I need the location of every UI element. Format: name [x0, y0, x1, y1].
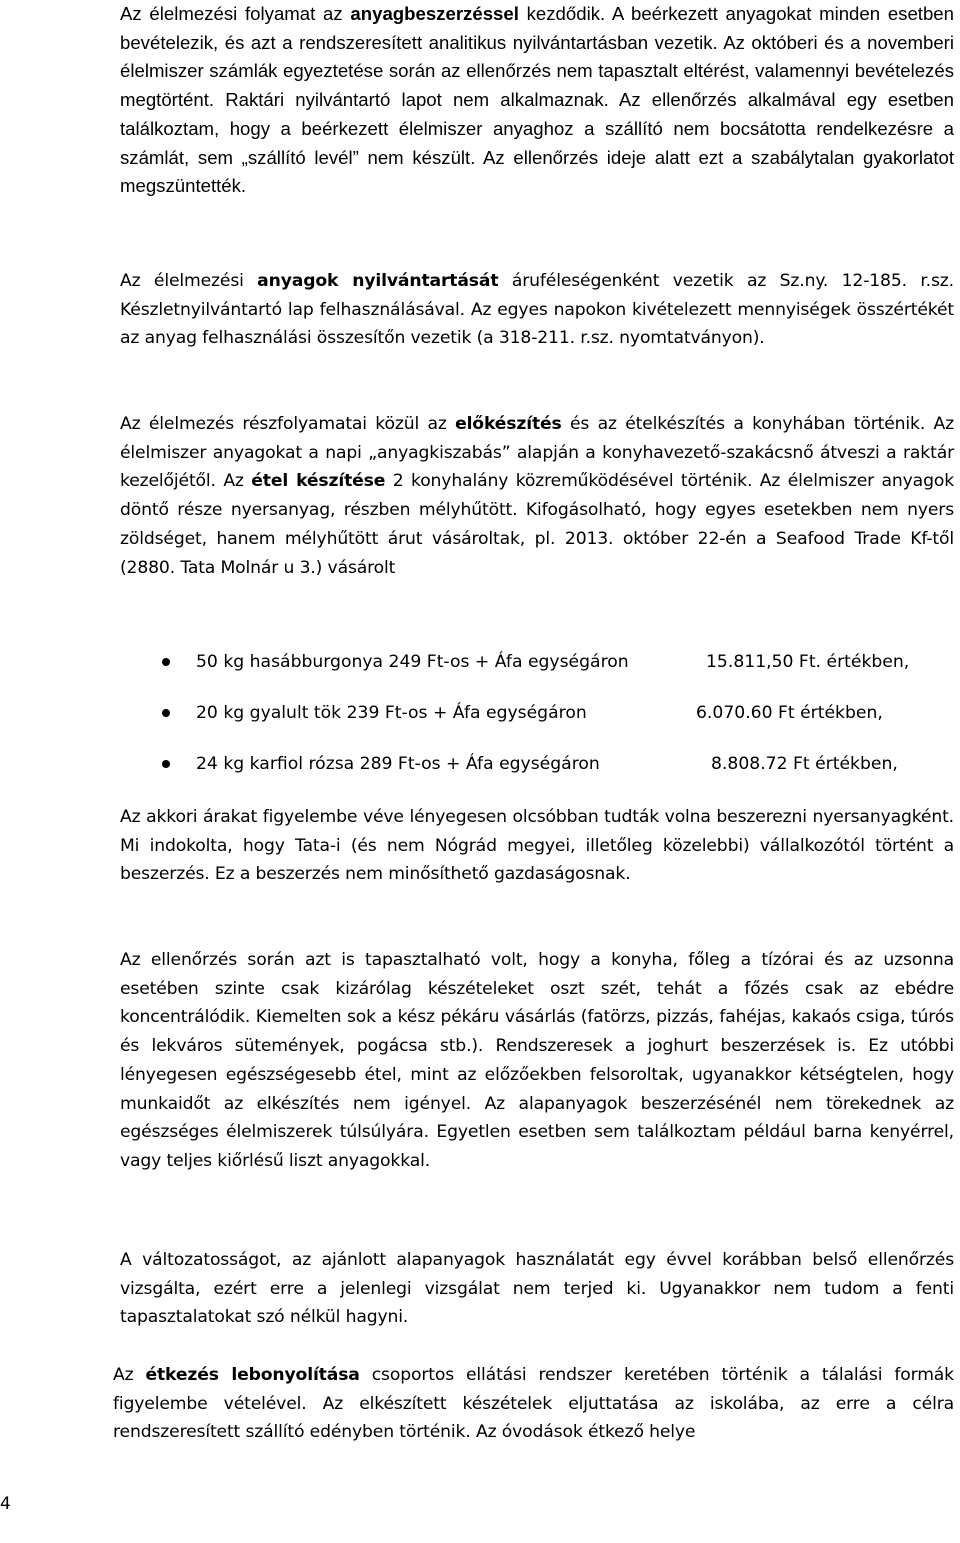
paragraph-procurement	[120, 0, 954, 201]
bullet-icon	[162, 709, 170, 717]
paragraph-variety: A változatosságot, az ajánlott alapanyagok használatát egy évvel korábban belső ellenőrzés vizsgálta, ezért erre a jelenlegi vizsgálat nem terjed ki. Ugyanakkor nem tudom a fenti tapasztalatokat szó nélkül hagyni.	[120, 1250, 954, 1328]
paragraph-meal-service	[113, 1361, 954, 1447]
purchase-list	[120, 648, 954, 801]
text-span: csoportos ellátási rendszer keretében történik a tálalási formák figyelembe vételével. Az elkészített készételek eljuttatása az iskolába, az erre a célra rendszeresített szállító edényben történik. Az óvodások étkező helye	[113, 1365, 954, 1443]
bullet-icon	[162, 760, 170, 768]
text-span: Az élelmezési	[120, 271, 258, 291]
text-span: kezdődik. A beérkezett anyagokat minden esetben bevételezik, és azt a rendszeresített analitikus nyilvántartásban vezetik. Az októberi és a novemberi élelmiszer számlák egyeztetése során az ellenőrzés nem tapasztalt eltérést, valamennyi bevételezés megtörtént. Raktári nyilvántartó lapot nem alkalmaznak. Az ellenőrzés alkalmával egy esetben találkoztam, hogy a beérkezett élelmiszer anyaghoz a szállító nem bocsátotta rendelkezésre a számlát, sem „szállító levél” nem készült. Az ellenőrzés ideje alatt ezt a szabálytalan gyakorlatot megszüntették.	[120, 3, 954, 197]
list-item	[120, 699, 954, 750]
bold-term: étkezés lebonyolítása	[145, 1365, 360, 1385]
purchase-amount: 6.070.60 Ft értékben,	[696, 703, 883, 723]
bold-term: anyagok nyilvántartását	[257, 271, 499, 291]
text-span: és az ételkészítés a konyhában történik. Az élelmiszer anyagokat a napi „anyagkiszabás” alapján a konyhavezető-szakácsnő átveszi a raktár kezelőjétől. Az	[120, 414, 954, 492]
text-span: Az	[113, 1365, 146, 1385]
text-span: 2 konyhalány közreműködésével történik. Az élelmiszer anyagok döntő része nyersanyag, részben mélyhűtött. Kifogásolható, hogy egyes esetekben nem nyers zöldséget, hanem mélyhűtött árut vásároltak, pl. 2013. október 22-én a Seafood Trade Kf-től (2880. Tata Molnár u 3.) vásárolt	[120, 471, 954, 578]
paragraph-prices: Az akkori árakat figyelembe véve lényegesen olcsóbban tudták volna beszerezni nyersanyagként. Mi indokolta, hogy Tata-i (és nem Nógrád megyei, illetőleg közelebbi) vállalkozótól történt a beszerzés. Ez a beszerzés nem minősíthető gazdaságosnak.	[120, 807, 954, 885]
bold-term: anyagbeszerzéssel	[350, 3, 519, 24]
bold-term: étel készítése	[251, 471, 386, 492]
text-span: Az élelmezés részfolyamatai közül az	[120, 414, 456, 434]
list-item	[120, 750, 954, 801]
paragraph-inventory	[120, 267, 954, 353]
paragraph-preparation	[120, 410, 954, 582]
bold-term: előkészítés	[455, 414, 562, 434]
purchase-item: 50 kg hasábburgonya 249 Ft-os + Áfa egységáron	[196, 652, 629, 672]
paragraph-observations: Az ellenőrzés során azt is tapasztalható volt, hogy a konyha, főleg a tízórai és az uzsonna esetében szinte csak kizárólag készételeket oszt szét, tehát a főzés csak az ebédre koncentrálódik. Kiemelten sok a kész pékáru vásárlás (fatörzs, pizzás, fahéjas, kakaós csiga, túrós és lekváros sütemények, pogácsa stb.). Rendszeresek a joghurt beszerzések is. Ez utóbbi lényegesen egészségesebb étel, mint az előzőekben felsoroltak, ugyanakkor kétségtelen, hogy munkaidőt az elkészítés nem igényel. Az alapanyagok beszerzésénél nem törekednek az egészséges élelmiszerek túlsúlyára. Egyetlen esetben sem találkoztam például barna kenyérrel, vagy teljes kiőrlésű liszt anyagokkal.	[120, 950, 954, 1171]
list-item	[120, 648, 954, 699]
purchase-amount: 8.808.72 Ft értékben,	[711, 754, 898, 774]
purchase-amount: 15.811,50 Ft. értékben,	[706, 652, 910, 672]
purchase-item: 24 kg karfiol rózsa 289 Ft-os + Áfa egységáron	[196, 754, 600, 774]
text-span: Az élelmezési folyamat az	[120, 3, 351, 24]
text-span: áruféleségenként vezetik az Sz.ny. 12-185. r.sz. Készletnyilvántartó lap felhasználásával. Az egyes napokon kivételezett mennyiségek összértékét az anyag felhasználási összesítőn vezetik (a 318-211. r.sz. nyomtatványon).	[120, 271, 954, 349]
purchase-item: 20 kg gyalult tök 239 Ft-os + Áfa egységáron	[196, 703, 587, 723]
bullet-icon	[162, 658, 170, 666]
page-number: 4	[0, 1494, 11, 1514]
